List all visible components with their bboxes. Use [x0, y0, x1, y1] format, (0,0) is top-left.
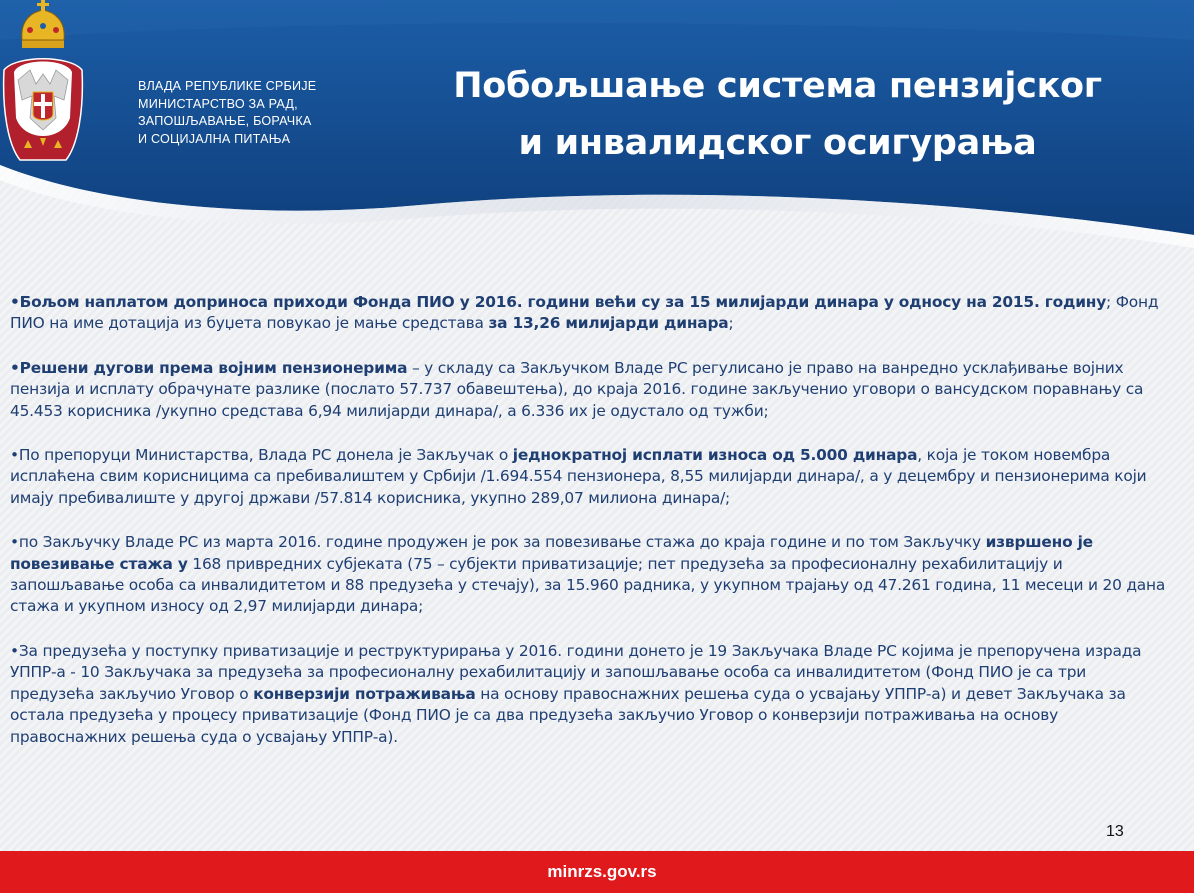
text: •по Закључку Владе РС из марта 2016. године продужен је рок за повезивање стажа до краја године и по том Закључку [10, 533, 986, 552]
slide-title [405, 58, 1150, 172]
bullet-paragraph [10, 292, 1168, 335]
bullet-paragraph [10, 445, 1168, 509]
ministry-name [138, 78, 388, 148]
text: 168 привредних субјеката (75 – субјекти приватизације; пет предузећа за професионалну рехабилитацију и запошљавање особа са инвалидитетом и 88 предузећа у стечају), за 15.960 радника, у укупном трајању од 47.261 година, 11 месеци и 20 дана стажа и укупном износу од 2,97 милијарди динара; [10, 554, 1166, 616]
text: •По препоруци Министарства, Влада РС донела је Закључак о [10, 446, 513, 465]
text: ; [728, 314, 734, 333]
text: ; Фонд ПИО на име дотација из буџета повукао је мање средстава [10, 293, 1159, 333]
serbia-coat-of-arms-icon [0, 0, 86, 162]
header-banner [0, 0, 1194, 265]
text: на основу правоснажних решења суда о усвајању УППР-а) и девет Закључака за остала предузећа у процесу приватизације (Фонд ПИО је са два предузећа закључио Уговор о конверзији потраживања на основу правоснажних решења суда о усвајању УППР-а). [10, 684, 1126, 746]
bullet-paragraph [10, 358, 1168, 422]
bold-text: једнократној исплати износа од 5.000 динара [512, 446, 918, 465]
bullet-paragraph [10, 532, 1168, 618]
title-line-2: и инвалидског осигурања [518, 123, 1037, 163]
text: , која је током новембра исплаћена свим корисницима са пребивалиштем у Србији /1.694.554 пензионера, 8,55 милијарди динара/, а у децембру и пензионерима који имају пребивалиште у другој држави /57.814 корисника, укупно 289,07 милиона динара/; [10, 446, 1147, 507]
bold-text: извршено је повезивање стажа у [10, 533, 1093, 573]
bullet-paragraph [10, 641, 1168, 748]
ministry-line: ВЛАДА РЕПУБЛИКЕ СРБИЈЕ [138, 79, 317, 93]
ministry-line: МИНИСТАРСТВО ЗА РАД, [138, 96, 298, 111]
text: – у складу са Закључком Владе РС регулисано је право на ванредно усклађивање војних пензија и исплату обрачунате разлике (послато 57.737 обавештења), до краја 2016. године закљученио уговори о вансудском поравнању са 45.453 корисника /укупно средстава 6,94 милијарди динара/, а 6.336 их је одустало од тужби; [10, 358, 1144, 420]
text: •За предузећа у поступку приватизације и реструктурирања у 2016. години донето је 19 Закључака Владе РС којима је препоручена израда УППР-а - 10 Закључака за предузећа за професионалну рехабилитацију и запошљавање особа са инвалидитетом (Фонд ПИО је са три предузећа закључио Уговор о [10, 641, 1142, 703]
title-line-1: Побољшање система пензијског [453, 66, 1102, 106]
footer-bar [0, 851, 1194, 893]
page-number: 13 [1106, 823, 1124, 840]
ministry-line: И СОЦИЈАЛНА ПИТАЊА [138, 131, 291, 146]
bold-text: конверзији потраживања [253, 684, 476, 703]
ministry-line: ЗАПОШЉАВАЊЕ, БОРАЧКА [138, 114, 312, 128]
bold-text: •Бољом наплатом доприноса приходи Фонда ПИО у 2016. години већи су за 15 милијарди динара у односу на 2015. годину [10, 293, 1107, 311]
bold-text: за 13,26 милијарди динара [488, 314, 729, 333]
footer-site-link[interactable]: minrzs.gov.rs [547, 862, 657, 881]
bold-text: •Решени дугови према војним пензионерима [10, 358, 408, 377]
slide-body [10, 292, 1168, 771]
